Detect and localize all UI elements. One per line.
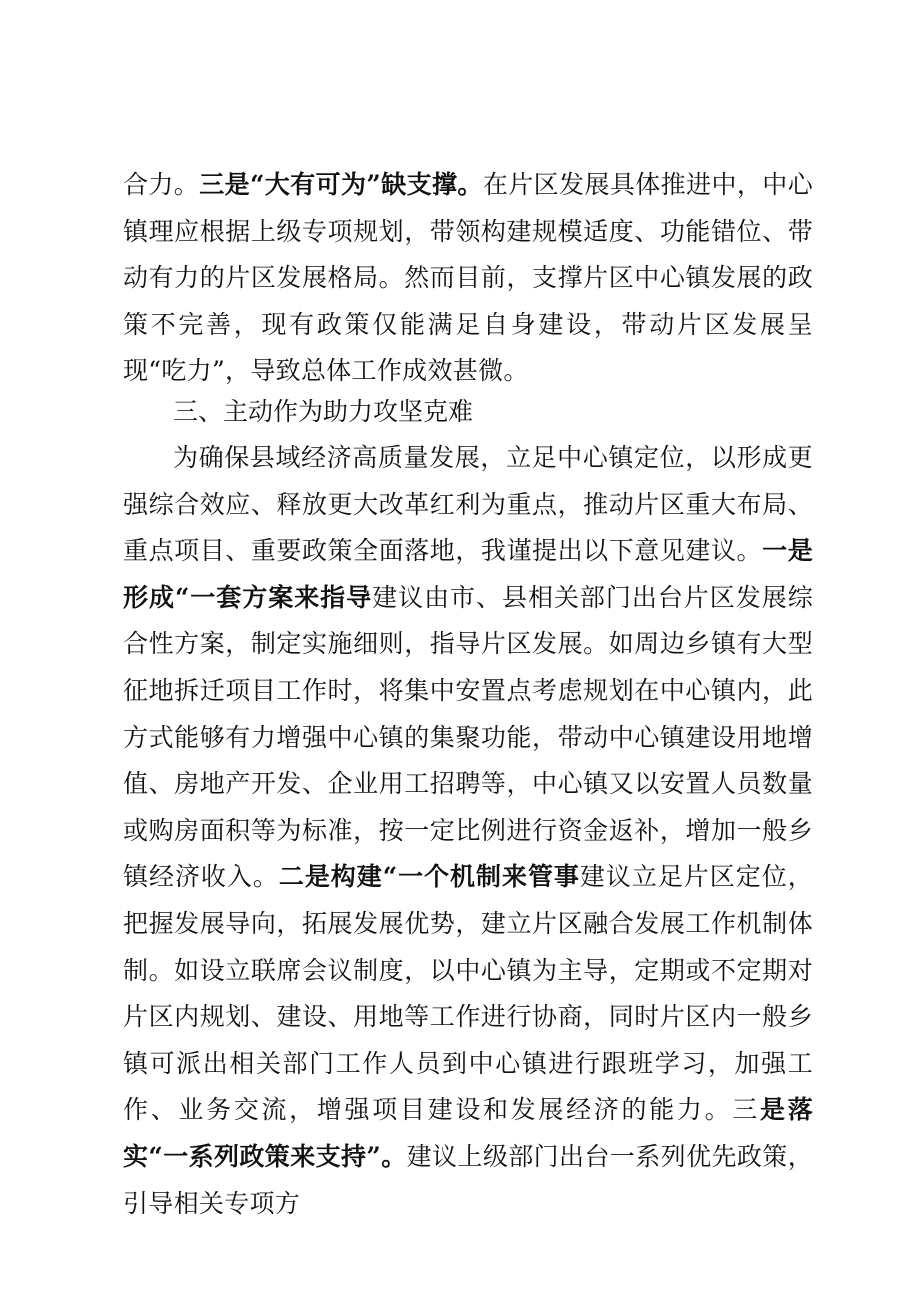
paragraph-suggestions: [123, 435, 813, 1227]
suggestions-intro: 为确保县域经济高质量发展，立足中心镇定位，以形成更强综合效应、释放更大改革红利为重点，推动片区重大布局、重点项目、重要政策全面落地，我谨提出以下意见建议。: [123, 443, 813, 566]
suggestion-two-heading: 二是构建“一个机制来管事: [278, 862, 580, 892]
suggestion-one-heading: 一是形成“一套方案来指导: [123, 536, 813, 612]
section-heading: 三、主动作为助力攻坚克难: [173, 397, 474, 426]
paragraph-lead: 合力。: [123, 170, 200, 199]
suggestion-two-text: 建议立足片区定位，把握发展导向，拓展发展优势，建立片区融合发展工作机制体制。如设立联席会议制度，以中心镇为主导，定期或不定期对片区内规划、建设、用地等工作进行协商，同时片区内一般乡镇可派出相关部门工作人员到中心镇进行跟班学习，加强工作、业务交流，增强项目建设和发展经济的能力。: [123, 862, 813, 1125]
point-three-text: 在片区发展具体推进中，中心镇理应根据上级专项规划，带领构建规模适度、功能错位、带动有力的片区发展格局。然而目前，支撑片区中心镇发展的政策不完善，现有政策仅能满足自身建设，带动片区发展呈现“吃力”，导致总体工作成效甚微。: [123, 170, 813, 386]
paragraph-problem-three: [123, 162, 813, 395]
suggestion-three-text: 建议上级部门出台一系列优先政策，引导相关专项方: [123, 1141, 813, 1218]
suggestion-three-heading: 是落实“一系列政策来支持”。: [123, 1095, 813, 1171]
suggestion-three-prefix: 三: [732, 1095, 760, 1125]
suggestion-one-text: 建议由市、县相关部门出台片区发展综合性方案，制定实施细则，指导片区发展。如周边乡镇有大型征地拆迁项目工作时，将集中安置点考虑规划在中心镇内，此方式能够有力增强中心镇的集聚功能，带动中心镇建设用地增值、房地产开发、企业用工招聘等，中心镇又以安置人员数量或购房面积等为标准，按一定比例进行资金返补，增加一般乡镇经济收入。: [123, 582, 813, 892]
point-three-heading: 三是“大有可为”缺支撑。: [199, 170, 483, 199]
